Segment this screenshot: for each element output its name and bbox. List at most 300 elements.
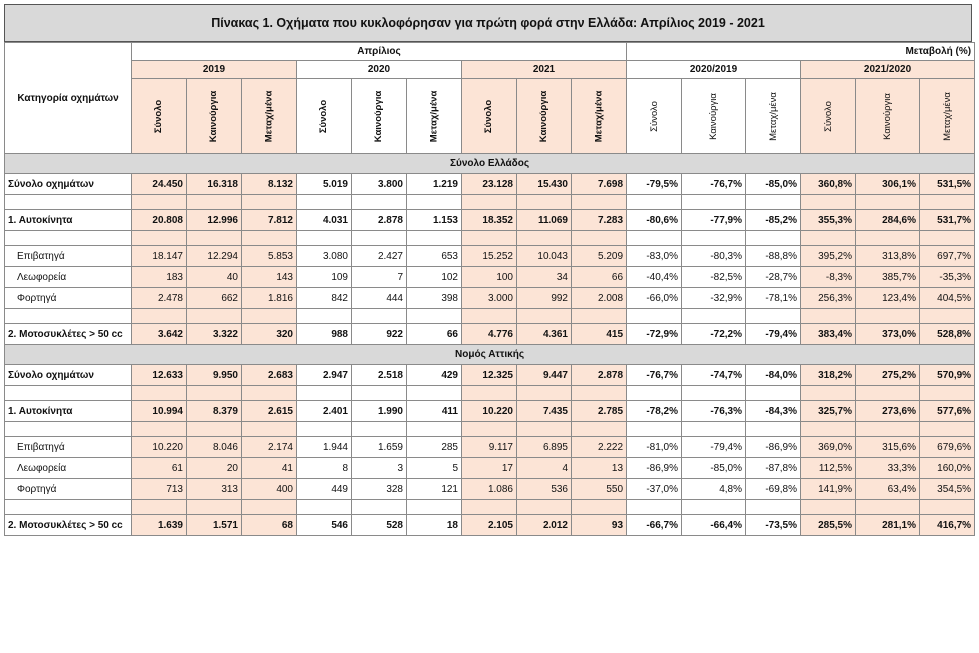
data-cell — [627, 195, 682, 210]
data-cell: 2.478 — [132, 288, 187, 309]
data-cell — [856, 309, 920, 324]
data-cell: 1.219 — [407, 174, 462, 195]
subheader-label: Μεταχ/μένα — [593, 90, 605, 142]
data-cell: -32,9% — [682, 288, 746, 309]
data-cell — [407, 309, 462, 324]
data-cell: 3.642 — [132, 324, 187, 345]
data-cell: 13 — [572, 458, 627, 479]
data-cell: 284,6% — [856, 210, 920, 231]
data-cell: 285 — [407, 437, 462, 458]
data-cell: 20 — [187, 458, 242, 479]
subheader-label: Μεταχ/μένα — [941, 91, 953, 141]
data-cell: -86,9% — [627, 458, 682, 479]
data-cell: 8.379 — [187, 401, 242, 422]
data-cell: -80,3% — [682, 246, 746, 267]
april-header: Απρίλιος — [132, 43, 627, 61]
data-cell: 1.659 — [352, 437, 407, 458]
data-cell — [132, 309, 187, 324]
data-cell: -66,4% — [682, 515, 746, 536]
subheader-total — [132, 79, 187, 154]
data-cell — [462, 195, 517, 210]
data-cell: -80,6% — [627, 210, 682, 231]
data-cell: 24.450 — [132, 174, 187, 195]
data-cell: 9.950 — [187, 365, 242, 386]
data-cell: -76,3% — [682, 401, 746, 422]
data-cell: 404,5% — [920, 288, 975, 309]
data-cell: 10.220 — [132, 437, 187, 458]
data-cell — [572, 195, 627, 210]
data-cell: 102 — [407, 267, 462, 288]
data-cell: -69,8% — [746, 479, 801, 500]
data-cell: -35,3% — [920, 267, 975, 288]
data-cell: 385,7% — [856, 267, 920, 288]
data-cell: -81,0% — [627, 437, 682, 458]
subheader-label: Καινούργια — [373, 90, 385, 142]
subheader-used — [242, 79, 297, 154]
subheader-label: Μεταχ/μένα — [428, 90, 440, 142]
data-cell: 275,2% — [856, 365, 920, 386]
data-cell: 3.800 — [352, 174, 407, 195]
data-cell — [920, 386, 975, 401]
data-cell: 1.639 — [132, 515, 187, 536]
subheader-used — [746, 79, 801, 154]
data-cell: 373,0% — [856, 324, 920, 345]
change-header-2021-2020: 2021/2020 — [801, 61, 975, 79]
data-cell — [801, 500, 856, 515]
data-cell: 20.808 — [132, 210, 187, 231]
data-cell — [297, 386, 352, 401]
data-cell — [462, 422, 517, 437]
data-cell: 2.105 — [462, 515, 517, 536]
data-cell: 8 — [297, 458, 352, 479]
data-cell — [920, 195, 975, 210]
data-cell: 2.174 — [242, 437, 297, 458]
data-cell — [352, 195, 407, 210]
data-cell: 320 — [242, 324, 297, 345]
data-cell: 66 — [572, 267, 627, 288]
data-cell — [297, 231, 352, 246]
data-cell: 449 — [297, 479, 352, 500]
data-cell: -78,2% — [627, 401, 682, 422]
data-cell — [856, 500, 920, 515]
vehicles-table — [4, 42, 975, 536]
data-cell: -85,0% — [682, 458, 746, 479]
data-cell — [462, 309, 517, 324]
data-cell — [242, 195, 297, 210]
subheader-label: Σύνολο — [648, 100, 660, 132]
data-cell: 546 — [297, 515, 352, 536]
data-cell — [746, 386, 801, 401]
spacer-row — [5, 422, 975, 437]
data-cell: 4.361 — [517, 324, 572, 345]
subheader-label: Καινούργια — [208, 90, 220, 142]
data-cell: 256,3% — [801, 288, 856, 309]
data-cell: 123,4% — [856, 288, 920, 309]
year-header-2019: 2019 — [132, 61, 297, 79]
subheader-new — [517, 79, 572, 154]
data-cell: 550 — [572, 479, 627, 500]
row-label: 2. Μοτοσυκλέτες > 50 cc — [5, 515, 132, 536]
spacer-row — [5, 231, 975, 246]
data-cell: 41 — [242, 458, 297, 479]
data-cell — [187, 309, 242, 324]
data-cell: 4 — [517, 458, 572, 479]
data-cell: 121 — [407, 479, 462, 500]
data-cell — [801, 195, 856, 210]
subheader-total — [462, 79, 517, 154]
data-cell: -87,8% — [746, 458, 801, 479]
data-cell: 2.785 — [572, 401, 627, 422]
table-container — [4, 4, 972, 536]
table-row — [5, 210, 975, 231]
data-cell — [352, 422, 407, 437]
data-cell: 3.000 — [462, 288, 517, 309]
data-cell — [132, 386, 187, 401]
data-cell: 160,0% — [920, 458, 975, 479]
data-cell: 15.430 — [517, 174, 572, 195]
data-cell: -37,0% — [627, 479, 682, 500]
data-cell: -86,9% — [746, 437, 801, 458]
data-cell — [297, 422, 352, 437]
data-cell: 7 — [352, 267, 407, 288]
data-cell — [297, 195, 352, 210]
data-cell: 16.318 — [187, 174, 242, 195]
data-cell: 109 — [297, 267, 352, 288]
data-cell: 33,3% — [856, 458, 920, 479]
data-cell: 12.633 — [132, 365, 187, 386]
data-cell — [517, 386, 572, 401]
data-cell: -83,0% — [627, 246, 682, 267]
data-cell: 2.401 — [297, 401, 352, 422]
subheader-new — [682, 79, 746, 154]
data-cell: 536 — [517, 479, 572, 500]
data-cell: 7.283 — [572, 210, 627, 231]
data-cell: 988 — [297, 324, 352, 345]
data-cell: 713 — [132, 479, 187, 500]
data-cell — [801, 309, 856, 324]
data-cell: -78,1% — [746, 288, 801, 309]
data-cell: 355,3% — [801, 210, 856, 231]
data-cell: 415 — [572, 324, 627, 345]
data-cell: 1.944 — [297, 437, 352, 458]
data-cell — [187, 195, 242, 210]
data-cell: 5 — [407, 458, 462, 479]
table-row — [5, 479, 975, 500]
data-cell: 325,7% — [801, 401, 856, 422]
data-cell — [187, 500, 242, 515]
data-cell: 3.080 — [297, 246, 352, 267]
data-cell — [682, 500, 746, 515]
subheader-total — [627, 79, 682, 154]
data-cell — [856, 231, 920, 246]
data-cell: 143 — [242, 267, 297, 288]
change-header-2020-2019: 2020/2019 — [627, 61, 801, 79]
data-cell: 7.435 — [517, 401, 572, 422]
data-cell: 531,5% — [920, 174, 975, 195]
data-cell — [187, 386, 242, 401]
data-cell: 2.947 — [297, 365, 352, 386]
data-cell — [572, 500, 627, 515]
section-row — [5, 345, 975, 365]
data-cell: 5.209 — [572, 246, 627, 267]
data-cell — [242, 422, 297, 437]
table-row — [5, 515, 975, 536]
data-cell: 3 — [352, 458, 407, 479]
data-cell: 313 — [187, 479, 242, 500]
data-cell — [801, 231, 856, 246]
row-label: Φορτηγά — [5, 479, 132, 500]
data-cell — [682, 309, 746, 324]
row-label: Φορτηγά — [5, 288, 132, 309]
subheader-total — [801, 79, 856, 154]
row-label: 1. Αυτοκίνητα — [5, 401, 132, 422]
data-cell: 416,7% — [920, 515, 975, 536]
data-cell: 285,5% — [801, 515, 856, 536]
data-cell: 318,2% — [801, 365, 856, 386]
subheader-new — [187, 79, 242, 154]
row-label: 2. Μοτοσυκλέτες > 50 cc — [5, 324, 132, 345]
data-cell: 141,9% — [801, 479, 856, 500]
data-cell — [242, 386, 297, 401]
data-cell: 1.153 — [407, 210, 462, 231]
row-label — [5, 422, 132, 437]
data-cell: 8.132 — [242, 174, 297, 195]
data-cell — [242, 231, 297, 246]
table-row — [5, 324, 975, 345]
data-cell: -66,7% — [627, 515, 682, 536]
data-cell: 10.220 — [462, 401, 517, 422]
row-label: Λεωφορεία — [5, 458, 132, 479]
data-cell — [462, 386, 517, 401]
data-cell — [920, 500, 975, 515]
data-cell: -79,4% — [682, 437, 746, 458]
data-cell: 34 — [517, 267, 572, 288]
subheader-used — [920, 79, 975, 154]
data-cell — [746, 195, 801, 210]
table-row — [5, 246, 975, 267]
row-label: Επιβατηγά — [5, 437, 132, 458]
data-cell: 18.147 — [132, 246, 187, 267]
data-cell: 2.683 — [242, 365, 297, 386]
data-cell: 570,9% — [920, 365, 975, 386]
data-cell — [682, 386, 746, 401]
data-cell: 93 — [572, 515, 627, 536]
data-cell: -76,7% — [682, 174, 746, 195]
data-cell — [407, 422, 462, 437]
data-cell: 842 — [297, 288, 352, 309]
data-cell: -72,2% — [682, 324, 746, 345]
data-cell: 66 — [407, 324, 462, 345]
data-cell: 18.352 — [462, 210, 517, 231]
data-cell: -77,9% — [682, 210, 746, 231]
data-cell: 4.031 — [297, 210, 352, 231]
data-cell: 12.996 — [187, 210, 242, 231]
data-cell: 531,7% — [920, 210, 975, 231]
data-cell — [856, 386, 920, 401]
table-row — [5, 288, 975, 309]
spacer-row — [5, 386, 975, 401]
data-cell: 63,4% — [856, 479, 920, 500]
data-cell: 12.294 — [187, 246, 242, 267]
data-cell: -40,4% — [627, 267, 682, 288]
row-label: Σύνολο οχημάτων — [5, 365, 132, 386]
year-header-2020: 2020 — [297, 61, 462, 79]
data-cell — [746, 309, 801, 324]
data-cell — [572, 231, 627, 246]
row-label — [5, 500, 132, 515]
data-cell — [682, 195, 746, 210]
data-cell: 395,2% — [801, 246, 856, 267]
data-cell — [572, 422, 627, 437]
data-cell — [187, 422, 242, 437]
data-cell: 183 — [132, 267, 187, 288]
data-cell: 922 — [352, 324, 407, 345]
subheader-label: Καινούργια — [538, 90, 550, 142]
data-cell: 328 — [352, 479, 407, 500]
subheader-used — [407, 79, 462, 154]
spacer-row — [5, 195, 975, 210]
data-cell — [920, 422, 975, 437]
data-cell: 354,5% — [920, 479, 975, 500]
data-cell: -76,7% — [627, 365, 682, 386]
row-label — [5, 231, 132, 246]
data-cell: 444 — [352, 288, 407, 309]
data-cell — [352, 309, 407, 324]
data-cell: 1.086 — [462, 479, 517, 500]
subheader-new — [352, 79, 407, 154]
data-cell: 18 — [407, 515, 462, 536]
section-row — [5, 154, 975, 174]
data-cell — [572, 309, 627, 324]
data-cell: -79,4% — [746, 324, 801, 345]
data-cell: 68 — [242, 515, 297, 536]
data-cell: 400 — [242, 479, 297, 500]
data-cell: 528 — [352, 515, 407, 536]
data-cell: 306,1% — [856, 174, 920, 195]
table-row — [5, 401, 975, 422]
data-cell — [572, 386, 627, 401]
table-row — [5, 267, 975, 288]
data-cell: 369,0% — [801, 437, 856, 458]
data-cell — [407, 195, 462, 210]
data-cell — [627, 309, 682, 324]
data-cell — [297, 500, 352, 515]
data-cell: 7.812 — [242, 210, 297, 231]
subheader-label: Μεταχ/μένα — [263, 90, 275, 142]
data-cell: 383,4% — [801, 324, 856, 345]
data-cell: 2.878 — [572, 365, 627, 386]
table-row — [5, 437, 975, 458]
data-cell: -85,2% — [746, 210, 801, 231]
data-cell — [627, 422, 682, 437]
row-label: Σύνολο οχημάτων — [5, 174, 132, 195]
data-cell — [517, 195, 572, 210]
row-label: Επιβατηγά — [5, 246, 132, 267]
subheader-label: Σύνολο — [318, 99, 330, 133]
row-label — [5, 386, 132, 401]
data-cell: 281,1% — [856, 515, 920, 536]
data-cell — [407, 386, 462, 401]
subheader-label: Καινούργια — [708, 92, 720, 140]
data-cell — [132, 195, 187, 210]
subheader-used — [572, 79, 627, 154]
data-cell: -72,9% — [627, 324, 682, 345]
data-cell: 2.518 — [352, 365, 407, 386]
data-cell: 429 — [407, 365, 462, 386]
data-cell — [352, 231, 407, 246]
data-cell — [297, 309, 352, 324]
data-cell: 360,8% — [801, 174, 856, 195]
data-cell: -74,7% — [682, 365, 746, 386]
category-header: Κατηγορία οχημάτων — [5, 43, 132, 154]
data-cell — [132, 422, 187, 437]
data-cell: 3.322 — [187, 324, 242, 345]
data-cell — [627, 386, 682, 401]
data-cell: 1.816 — [242, 288, 297, 309]
subheader-label: Καινούργια — [882, 92, 894, 140]
data-cell: -28,7% — [746, 267, 801, 288]
data-cell: 411 — [407, 401, 462, 422]
data-cell — [187, 231, 242, 246]
data-cell: 7.698 — [572, 174, 627, 195]
data-cell — [920, 231, 975, 246]
data-cell: 5.853 — [242, 246, 297, 267]
data-cell: 9.447 — [517, 365, 572, 386]
data-cell — [856, 195, 920, 210]
table-row — [5, 174, 975, 195]
data-cell: 12.325 — [462, 365, 517, 386]
data-cell — [407, 500, 462, 515]
data-cell: 23.128 — [462, 174, 517, 195]
data-cell: 40 — [187, 267, 242, 288]
data-cell: 2.427 — [352, 246, 407, 267]
data-cell — [352, 500, 407, 515]
data-cell: -84,3% — [746, 401, 801, 422]
data-cell: 528,8% — [920, 324, 975, 345]
data-cell: 653 — [407, 246, 462, 267]
data-cell: 679,6% — [920, 437, 975, 458]
data-cell — [920, 309, 975, 324]
data-cell: 5.019 — [297, 174, 352, 195]
data-cell: -88,8% — [746, 246, 801, 267]
data-cell: -85,0% — [746, 174, 801, 195]
data-cell: 100 — [462, 267, 517, 288]
data-cell — [132, 500, 187, 515]
data-cell — [517, 309, 572, 324]
data-cell: 1.990 — [352, 401, 407, 422]
data-cell: 2.222 — [572, 437, 627, 458]
row-label — [5, 309, 132, 324]
data-cell: 273,6% — [856, 401, 920, 422]
subheader-new — [856, 79, 920, 154]
data-cell — [746, 231, 801, 246]
data-cell: 17 — [462, 458, 517, 479]
data-cell — [682, 422, 746, 437]
subheader-label: Σύνολο — [822, 100, 834, 132]
year-header-2021: 2021 — [462, 61, 627, 79]
data-cell: 4,8% — [682, 479, 746, 500]
data-cell: 61 — [132, 458, 187, 479]
row-label: 1. Αυτοκίνητα — [5, 210, 132, 231]
data-cell: 315,6% — [856, 437, 920, 458]
data-cell: 10.994 — [132, 401, 187, 422]
data-cell — [352, 386, 407, 401]
data-cell: -73,5% — [746, 515, 801, 536]
data-cell — [746, 422, 801, 437]
data-cell — [801, 386, 856, 401]
data-cell: 577,6% — [920, 401, 975, 422]
data-cell: -82,5% — [682, 267, 746, 288]
